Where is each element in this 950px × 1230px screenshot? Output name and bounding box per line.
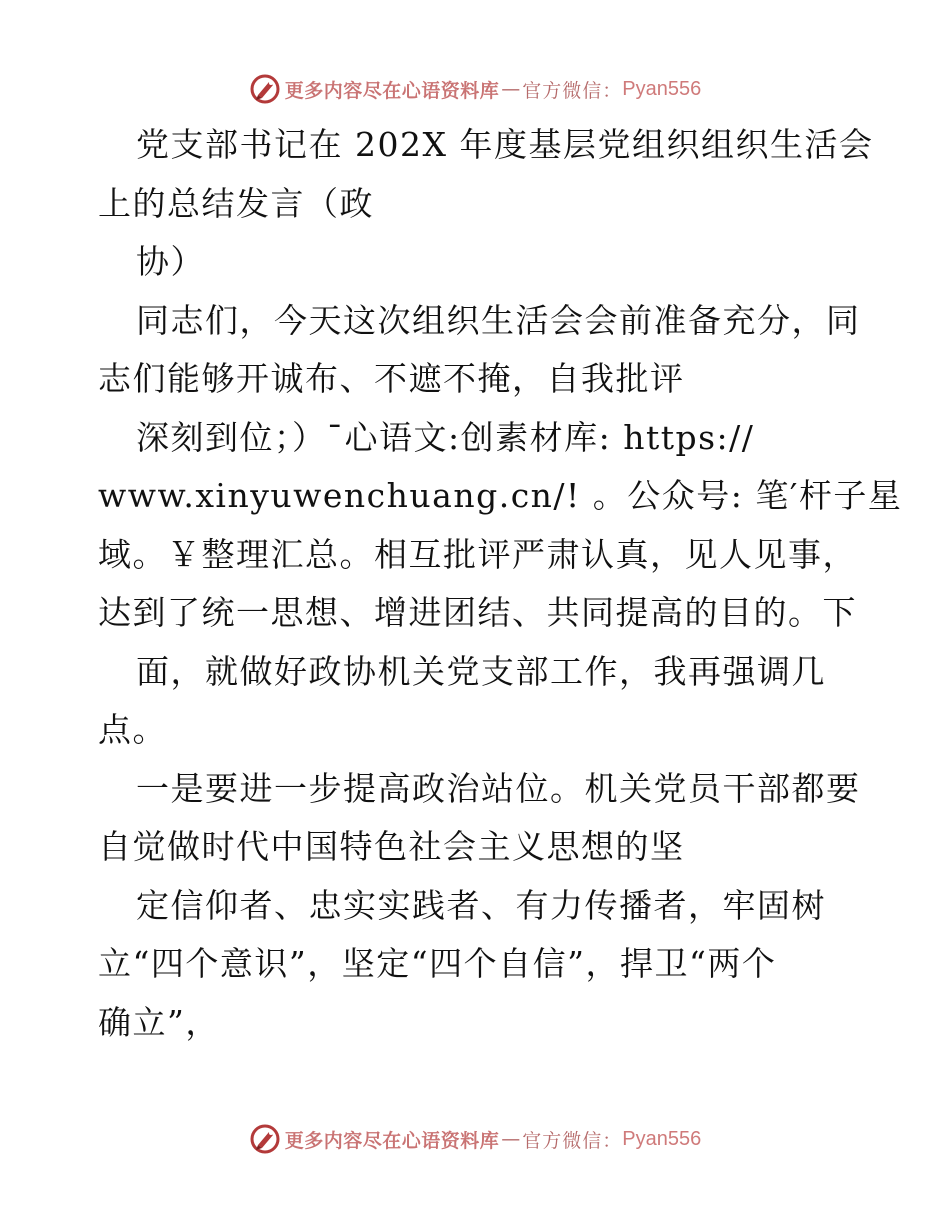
document-body [98,116,903,1052]
banner-separator: — [501,1128,521,1150]
paragraph-line: 立“四个意识”，坚定“四个自信”，捍卫“两个 [98,944,777,983]
document-title-line-1: 党支部书记在 202X 年度基层党组织组织生活会 [136,125,874,164]
paragraph-line: 自觉做时代中国特色社会主义思想的坚 [98,827,685,866]
paragraph-line: 定信仰者、忠实实践者、有力传播者，牢固树 [136,885,826,925]
banner-brand-text: 更多内容尽在心语资料库 [284,1129,500,1152]
banner-account-label: 官方微信： [522,79,623,102]
header-watermark-banner [0,72,950,106]
banner-account-id: Pyan556 [622,77,702,100]
paragraph-line: 同志们，今天这次组织生活会会前准备充分，同 [136,300,861,340]
banner-account-label: 官方微信： [522,1129,623,1152]
paragraph-line: 一是要进一步提高政治站位。机关党员干部都要 [136,768,861,808]
paragraph-line: 点。 [98,710,167,749]
banner-separator: — [501,78,521,100]
paragraph-line: www.xinyuwenchuang.cn/! 。公众号: 笔′杆子星 [98,476,903,515]
pen-logo-icon [249,73,281,105]
document-title-line-3: 协） [136,242,205,281]
footer-watermark-banner [0,1122,950,1156]
paragraph-line: 域。￥整理汇总。相互批评严肃认真，见人见事， [98,534,857,574]
document-title-line-2: 上的总结发言（政 [98,183,374,223]
paragraph-line: 深刻到位；）¯心语文:创素材库: https:// [136,417,755,457]
paragraph-line: 面，就做好政协机关党支部工作，我再强调几 [136,651,826,691]
banner-brand-text: 更多内容尽在心语资料库 [284,79,500,102]
paragraph-line: 达到了统一思想、增进团结、共同提高的目的。下 [98,593,857,632]
paragraph-line: 确立”， [98,1002,220,1042]
paragraph-line: 志们能够开诚布、不遮不掩，自我批评 [98,359,685,398]
pen-logo-icon [249,1123,281,1155]
banner-account-id: Pyan556 [622,1127,702,1150]
